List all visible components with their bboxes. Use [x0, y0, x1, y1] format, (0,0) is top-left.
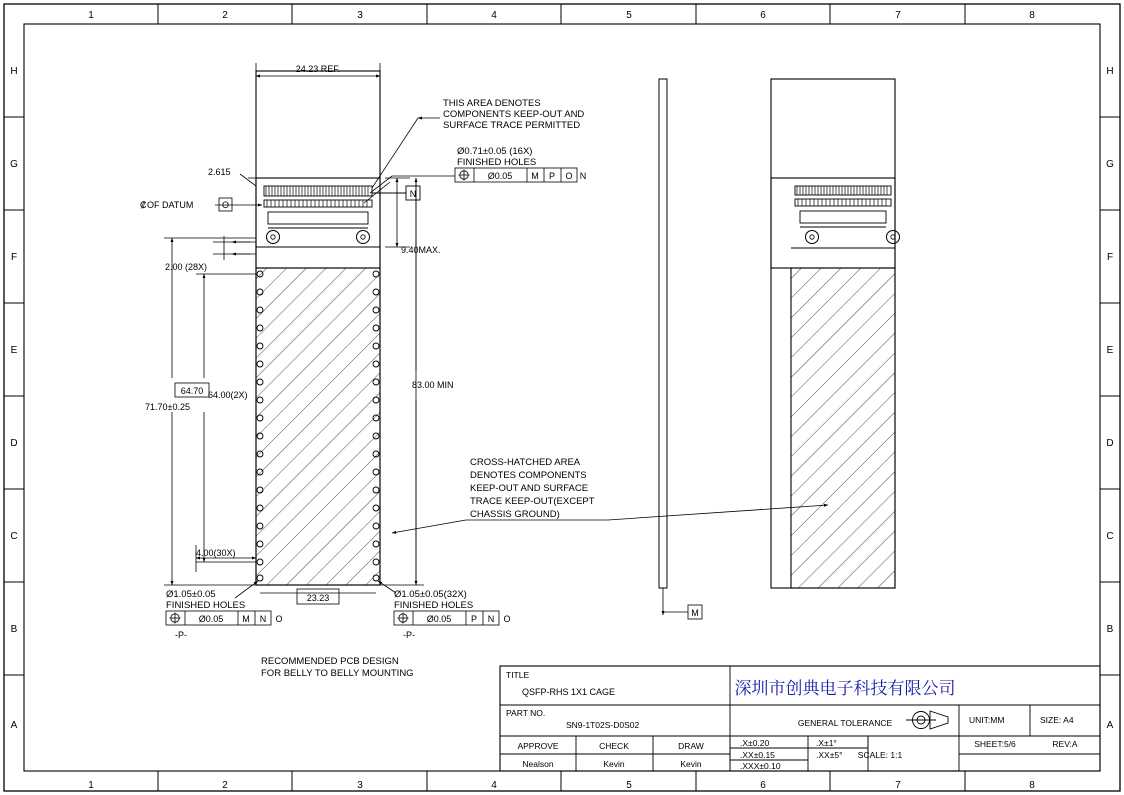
dim-pitch-2mm — [213, 236, 256, 260]
hole-071-label: Ø0.71±0.05 (16X) — [457, 146, 533, 157]
crosshatch-note — [392, 457, 828, 533]
titleblock-size-label: SIZE: A4 — [1040, 715, 1074, 725]
zone-top-8: 8 — [1029, 10, 1035, 21]
dim-pitch-2mm-label: 2.00 (28X) — [165, 262, 208, 272]
titleblock-title-label: TITLE — [506, 670, 530, 680]
zone-bottom-6: 6 — [760, 780, 766, 791]
zone-top-6: 6 — [760, 10, 766, 21]
zone-right-a: A — [1106, 720, 1114, 731]
titleblock-tolerance-label: GENERAL TOLERANCE — [797, 718, 893, 728]
tol-row2-col0: .XXX±0.10 — [740, 761, 781, 771]
zone-left-a: A — [10, 720, 18, 731]
zone-right-e: E — [1106, 345, 1114, 356]
tol-row1-col0: .XX±0.15 — [740, 750, 775, 760]
zone-left-f: F — [10, 252, 18, 263]
dim-2615-label: 2.615 — [208, 167, 231, 177]
zone-right-h: H — [1106, 66, 1114, 77]
pcb-footprint-right-view — [771, 79, 900, 588]
crosshatch-keepout-region — [256, 268, 380, 585]
datum-o-label: OF DATUM — [147, 200, 194, 210]
zone-bottom-1: 1 — [88, 780, 94, 791]
keepout-note-line3: SURFACE TRACE PERMITTED — [443, 120, 581, 131]
hole-105-left-leader — [235, 581, 258, 598]
zone-bottom-2: 2 — [222, 780, 228, 791]
cage-interface-detail — [256, 186, 380, 247]
projection-symbol — [906, 711, 948, 729]
datum-n-letter: N — [409, 189, 417, 199]
crosshatch-note-line2: DENOTES COMPONENTS — [470, 470, 587, 481]
zone-left-g: G — [10, 159, 18, 170]
dim-6400-2x-label: 64.00(2X) — [208, 390, 248, 400]
zone-left-c: C — [10, 531, 18, 542]
crosshatch-keepout-region-right — [791, 268, 895, 588]
recommended-note-line1: RECOMMENDED PCB DESIGN — [261, 656, 399, 667]
titleblock-unit-label: UNIT:MM — [969, 715, 1005, 725]
fcf-105-right-tol: Ø0.05 — [426, 614, 452, 624]
zone-bottom-7: 7 — [895, 780, 901, 791]
zone-top-2: 2 — [222, 10, 228, 21]
titleblock-rev-label: REV:A — [1052, 739, 1078, 749]
datum-o-letter: O — [221, 200, 230, 210]
tol-row0-col1: .X±1° — [816, 738, 837, 748]
titleblock-approve-value: Nealson — [522, 759, 554, 769]
fcf-071 — [455, 168, 577, 182]
zone-right-d: D — [1106, 438, 1114, 449]
hole-105-right-label2: FINISHED HOLES — [394, 600, 474, 611]
hole-105-right-label: Ø1.05±0.05(32X) — [394, 589, 467, 600]
zone-left-h: H — [10, 66, 18, 77]
keepout-note-line2: COMPONENTS KEEP-OUT AND — [443, 109, 585, 120]
fcf-105-right-p: -P- — [403, 630, 415, 640]
hole-071-label2: FINISHED HOLES — [457, 157, 537, 168]
titleblock-check-label: CHECK — [599, 741, 629, 751]
titleblock-draw-value: Kevin — [680, 759, 702, 769]
zone-bottom-3: 3 — [357, 780, 363, 791]
cage-interface-detail-right — [791, 186, 900, 248]
fcf-071-datum-n: N — [579, 171, 587, 181]
tol-row1-col1: .XX±5° — [816, 750, 843, 760]
zone-right-c: C — [1106, 531, 1114, 542]
zone-bottom-4: 4 — [491, 780, 497, 791]
dim-2615 — [240, 174, 256, 186]
fcf-105-right-datum-n: N — [487, 614, 495, 624]
zone-left-e: E — [10, 345, 18, 356]
pcb-footprint-left-view — [140, 63, 589, 640]
edge-view-plate — [659, 79, 702, 619]
dim-7170-label: 71.70±0.25 — [145, 402, 190, 412]
keepout-top-region — [256, 178, 380, 268]
dim-pitch-4mm-label: 4.00(30X) — [196, 548, 236, 558]
titleblock-partno-label: PART NO. — [506, 708, 546, 718]
zone-bottom-5: 5 — [626, 780, 632, 791]
zone-right-b: B — [1106, 624, 1114, 635]
title-block — [500, 666, 1100, 771]
zone-top-1: 1 — [88, 10, 94, 21]
keepout-note-leader — [372, 118, 440, 188]
titleblock-title-value: QSFP-RHS 1X1 CAGE — [522, 687, 616, 697]
titleblock-sheet-label: SHEET:5/6 — [974, 739, 1016, 749]
titleblock-approve-label: APPROVE — [517, 741, 559, 751]
recommended-pcb-note — [261, 656, 414, 679]
dim-940max-label: 9.40MAX. — [401, 245, 441, 255]
crosshatch-note-line5: CHASSIS GROUND) — [470, 509, 560, 520]
zone-right-g: G — [1106, 159, 1114, 170]
company-name: 深圳市创典电子科技有限公司 — [734, 679, 956, 699]
fcf-105-left-datum-m: M — [242, 614, 250, 624]
fcf-105-left-tol: Ø0.05 — [198, 614, 224, 624]
dim-2323-label: 23.23 — [306, 593, 330, 603]
zone-top-3: 3 — [357, 10, 363, 21]
crosshatch-note-line3: KEEP-OUT AND SURFACE — [470, 483, 589, 494]
fcf-071-datum-m: M — [531, 171, 539, 181]
recommended-note-line2: FOR BELLY TO BELLY MOUNTING — [261, 668, 414, 679]
fcf-071-datum-o: O — [565, 171, 573, 181]
titleblock-draw-label: DRAW — [678, 741, 704, 751]
centerline-symbol: ₡ — [140, 200, 147, 210]
hole-105-left-label: Ø1.05±0.05 — [166, 589, 216, 600]
zone-right-f: F — [1106, 252, 1114, 263]
zone-top-4: 4 — [491, 10, 497, 21]
dim-8300min-label: 83.00 MIN — [412, 380, 454, 390]
zone-left-b: B — [10, 624, 18, 635]
dim-6470-label: 64.70 — [180, 386, 204, 396]
fcf-071-tol: Ø0.05 — [487, 171, 513, 181]
fcf-105-left-datum-o: O — [275, 614, 283, 624]
fcf-105-right-datum-p: P — [470, 614, 478, 624]
titleblock-partno-value: SN9-1T02S-D0S02 — [566, 720, 640, 730]
fcf-105-left-p: -P- — [175, 630, 187, 640]
zone-top-5: 5 — [626, 10, 632, 21]
hole-105-left-label2: FINISHED HOLES — [166, 600, 246, 611]
zone-top-7: 7 — [895, 10, 901, 21]
keepout-note-line1: THIS AREA DENOTES — [443, 98, 541, 109]
titleblock-scale-label: SCALE: 1:1 — [857, 750, 903, 760]
tol-row0-col0: .X±0.20 — [740, 738, 770, 748]
zone-left-d: D — [10, 438, 18, 449]
fcf-071-datum-p: P — [548, 171, 556, 181]
datum-m-letter: M — [691, 608, 699, 618]
zone-bottom-8: 8 — [1029, 780, 1035, 791]
crosshatch-note-line4: TRACE KEEP-OUT(EXCEPT — [470, 496, 595, 507]
titleblock-check-value: Kevin — [603, 759, 625, 769]
fcf-105-left-datum-n: N — [259, 614, 267, 624]
fcf-105-right-datum-o: O — [503, 614, 511, 624]
dim-top-width-label: 24.23 REF. — [295, 64, 341, 74]
crosshatch-note-line1: CROSS-HATCHED AREA — [470, 457, 581, 468]
